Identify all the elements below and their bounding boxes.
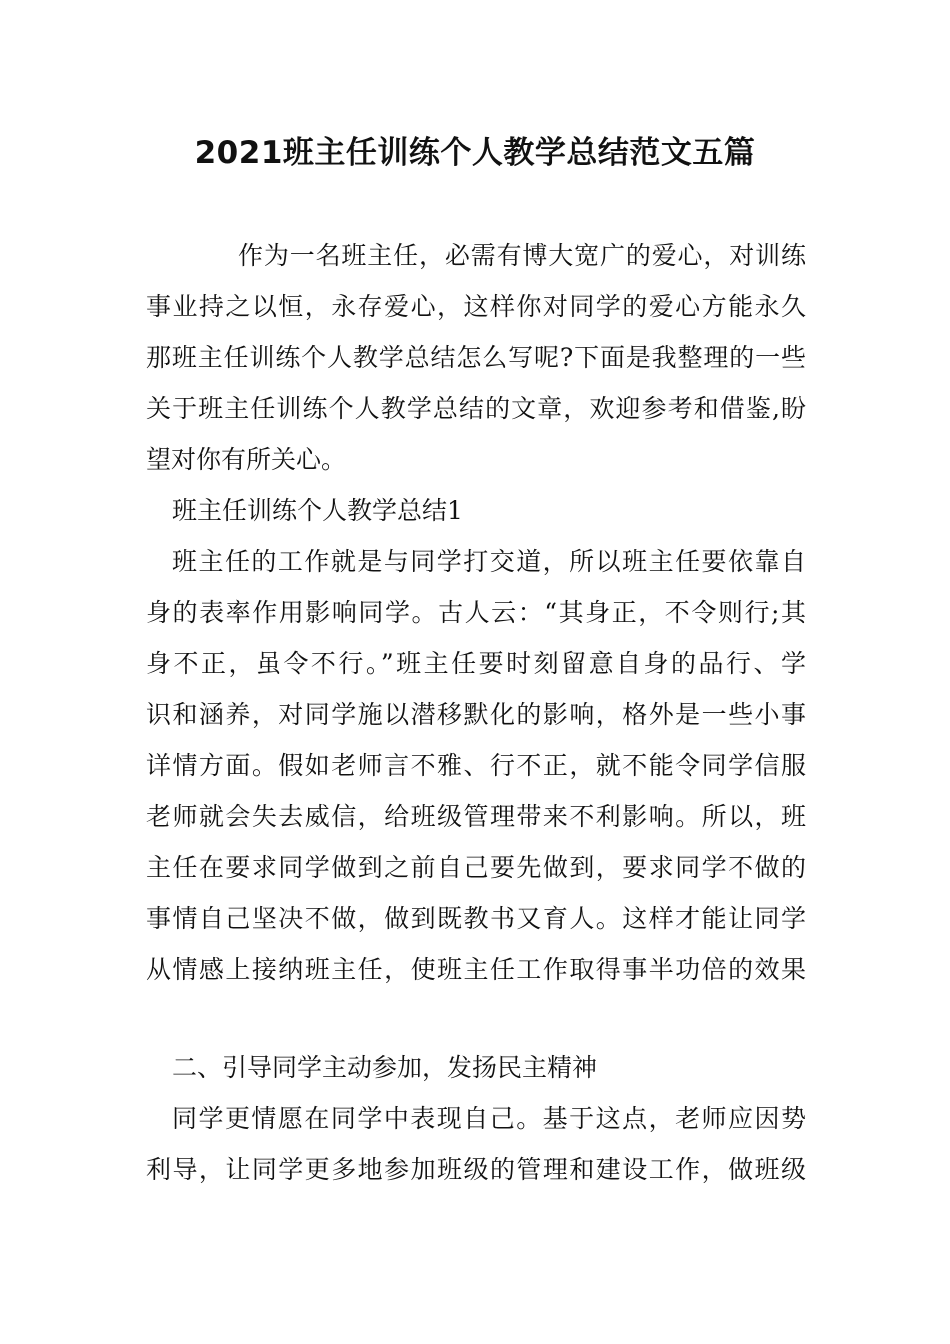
paragraph-line: 作为一名班主任，必需有博大宽广的爱心，对训练 <box>238 241 806 270</box>
paragraph-line: 班主任的工作就是与同学打交道，所以班主任要依靠自 <box>172 547 806 576</box>
paragraph-line: 那班主任训练个人教学总结怎么写呢?下面是我整理的一些 <box>146 343 806 372</box>
paragraph-line: 身不正，虽令不行。”班主任要时刻留意自身的品行、学 <box>146 649 806 678</box>
paragraph-line: 事情自己坚决不做，做到既教书又育人。这样才能让同学 <box>146 904 806 933</box>
document-title: 2021班主任训练个人教学总结范文五篇 <box>194 135 756 171</box>
paragraph-line: 识和涵养，对同学施以潜移默化的影响，格外是一些小事 <box>146 700 806 729</box>
paragraph-line: 关于班主任训练个人教学总结的文章，欢迎参考和借鉴,盼 <box>146 394 806 423</box>
paragraph-line: 从情感上接纳班主任，使班主任工作取得事半功倍的效果 <box>146 955 806 984</box>
paragraph-line: 老师就会失去威信，给班级管理带来不利影响。所以，班 <box>146 802 806 831</box>
paragraph-line: 主任在要求同学做到之前自己要先做到，要求同学不做的 <box>146 853 806 882</box>
paragraph-line: 同学更情愿在同学中表现自己。基于这点，老师应因势 <box>172 1104 806 1133</box>
paragraph-line: 利导，让同学更多地参加班级的管理和建设工作，做班级 <box>146 1155 806 1184</box>
section-heading: 二、引导同学主动参加，发扬民主精神 <box>172 1053 598 1082</box>
section-heading: 班主任训练个人教学总结1 <box>172 496 463 525</box>
paragraph-line: 事业持之以恒，永存爱心，这样你对同学的爱心方能永久 <box>146 292 806 321</box>
paragraph-line: 详情方面。假如老师言不雅、行不正，就不能令同学信服 <box>146 751 806 780</box>
paragraph-line: 望对你有所关心。 <box>146 445 347 474</box>
paragraph-line: 身的表率作用影响同学。古人云：“其身正，不令则行;其 <box>146 598 806 627</box>
